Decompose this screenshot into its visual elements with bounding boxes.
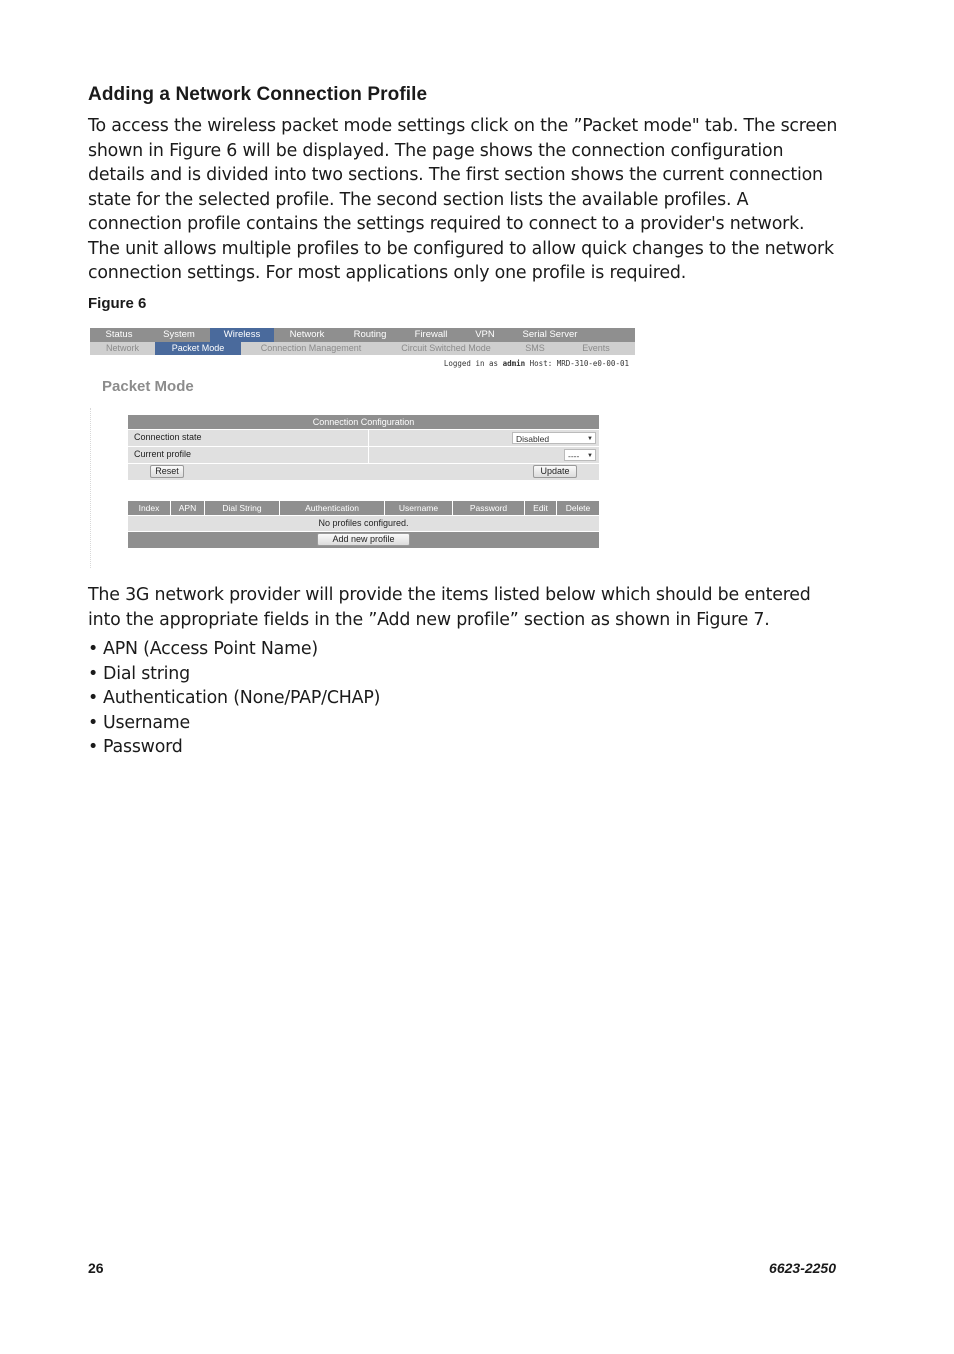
list-item-text: Authentication (None/PAP/CHAP) <box>103 688 381 708</box>
current-profile-label: Current profile <box>134 449 192 459</box>
connection-state-row <box>128 429 599 446</box>
connection-state-select[interactable] <box>512 432 596 444</box>
tab-serial-server[interactable]: Serial Server <box>522 329 578 340</box>
provider-paragraph: The 3G network provider will provide the items listed below which should be entered into the appropriate fields in the ”Add new profile” section as shown in Figure 7. <box>88 585 811 630</box>
page-number: 26 <box>88 1260 104 1276</box>
tab-vpn[interactable]: VPN <box>475 329 495 340</box>
add-new-profile-button[interactable]: Add new profile <box>317 533 410 546</box>
config-header: Connection Configuration <box>128 415 599 429</box>
section-heading: Adding a Network Connection Profile <box>88 84 428 105</box>
update-button[interactable]: Update <box>533 465 577 478</box>
subtab-circuit-switched-mode[interactable]: Circuit Switched Mode <box>401 343 491 353</box>
subtab-packet-mode[interactable]: Packet Mode <box>155 342 241 355</box>
no-profiles-message: No profiles configured. <box>128 515 599 531</box>
current-profile-row <box>128 446 599 463</box>
tab-network[interactable]: Network <box>289 329 325 340</box>
bullet-icon: • <box>88 663 99 684</box>
main-nav <box>90 328 635 342</box>
connection-state-label: Connection state <box>134 432 202 442</box>
chevron-down-icon: ▼ <box>587 436 593 442</box>
tab-firewall[interactable]: Firewall <box>414 329 448 340</box>
connection-state-value: Disabled <box>516 434 550 444</box>
login-prefix: Logged in as <box>443 359 499 368</box>
connection-configuration <box>128 415 599 480</box>
tab-routing[interactable]: Routing <box>353 329 387 340</box>
col-password: Password <box>453 501 525 515</box>
list-item <box>88 637 380 662</box>
col-apn: APN <box>171 501 205 515</box>
col-authentication: Authentication <box>280 501 385 515</box>
list-item <box>88 662 380 687</box>
subtab-network[interactable]: Network <box>105 343 139 353</box>
col-dial-string: Dial String <box>205 501 280 515</box>
col-index: Index <box>128 501 171 515</box>
column-divider <box>368 430 369 446</box>
bullet-icon: • <box>88 712 99 733</box>
sub-nav <box>90 342 635 355</box>
reset-button[interactable]: Reset <box>150 465 184 478</box>
login-user: admin <box>502 359 526 368</box>
subtab-events[interactable]: Events <box>582 343 610 353</box>
current-profile-select[interactable] <box>564 449 596 461</box>
list-item <box>88 711 380 736</box>
figure-label: Figure 6 <box>88 295 147 312</box>
document-number: 6623-2250 <box>769 1260 836 1276</box>
tab-system[interactable]: System <box>163 329 195 340</box>
chevron-down-icon: ▼ <box>587 453 593 459</box>
profiles-table <box>128 501 599 548</box>
bullet-icon: • <box>88 639 99 659</box>
provider-items-list <box>88 637 380 760</box>
list-item-text: Dial string <box>103 663 190 684</box>
tab-wireless[interactable]: Wireless <box>210 328 274 342</box>
packet-mode-screenshot <box>90 328 635 568</box>
bullet-icon: • <box>88 688 99 708</box>
subtab-connection-management[interactable]: Connection Management <box>260 343 362 353</box>
col-edit: Edit <box>525 501 557 515</box>
left-divider <box>90 408 92 568</box>
current-profile-value: ---- <box>568 451 580 461</box>
bullet-icon: • <box>88 737 99 757</box>
config-buttons-row <box>128 463 599 480</box>
list-item <box>88 735 380 760</box>
list-item-text: APN (Access Point Name) <box>103 639 318 659</box>
subtab-sms[interactable]: SMS <box>525 343 545 353</box>
col-username: Username <box>385 501 453 515</box>
list-item <box>88 686 380 711</box>
login-status <box>444 359 629 368</box>
profiles-header <box>128 501 599 515</box>
column-divider <box>368 447 369 463</box>
col-delete: Delete <box>565 503 591 513</box>
login-host: Host: MRD-310-e0-00-01 <box>529 359 629 368</box>
add-profile-row <box>128 531 599 548</box>
page-title: Packet Mode <box>102 378 194 395</box>
list-item-text: Password <box>103 737 183 757</box>
intro-paragraph: To access the wireless packet mode settings click on the ”Packet mode" tab. The screen shown in Figure 6 will be displayed. The page shows the connection configuration details and is divided into two sections. The first section shows the current connection state for the selected profile. The second section lists the available profiles. A connection profile contains the settings required to connect to a provider's network. The unit allows multiple profiles to be configured to allow quick changes to the network connection settings. For most applications only one profile is required. <box>88 116 838 283</box>
tab-status[interactable]: Status <box>105 329 133 340</box>
list-item-text: Username <box>103 712 191 733</box>
